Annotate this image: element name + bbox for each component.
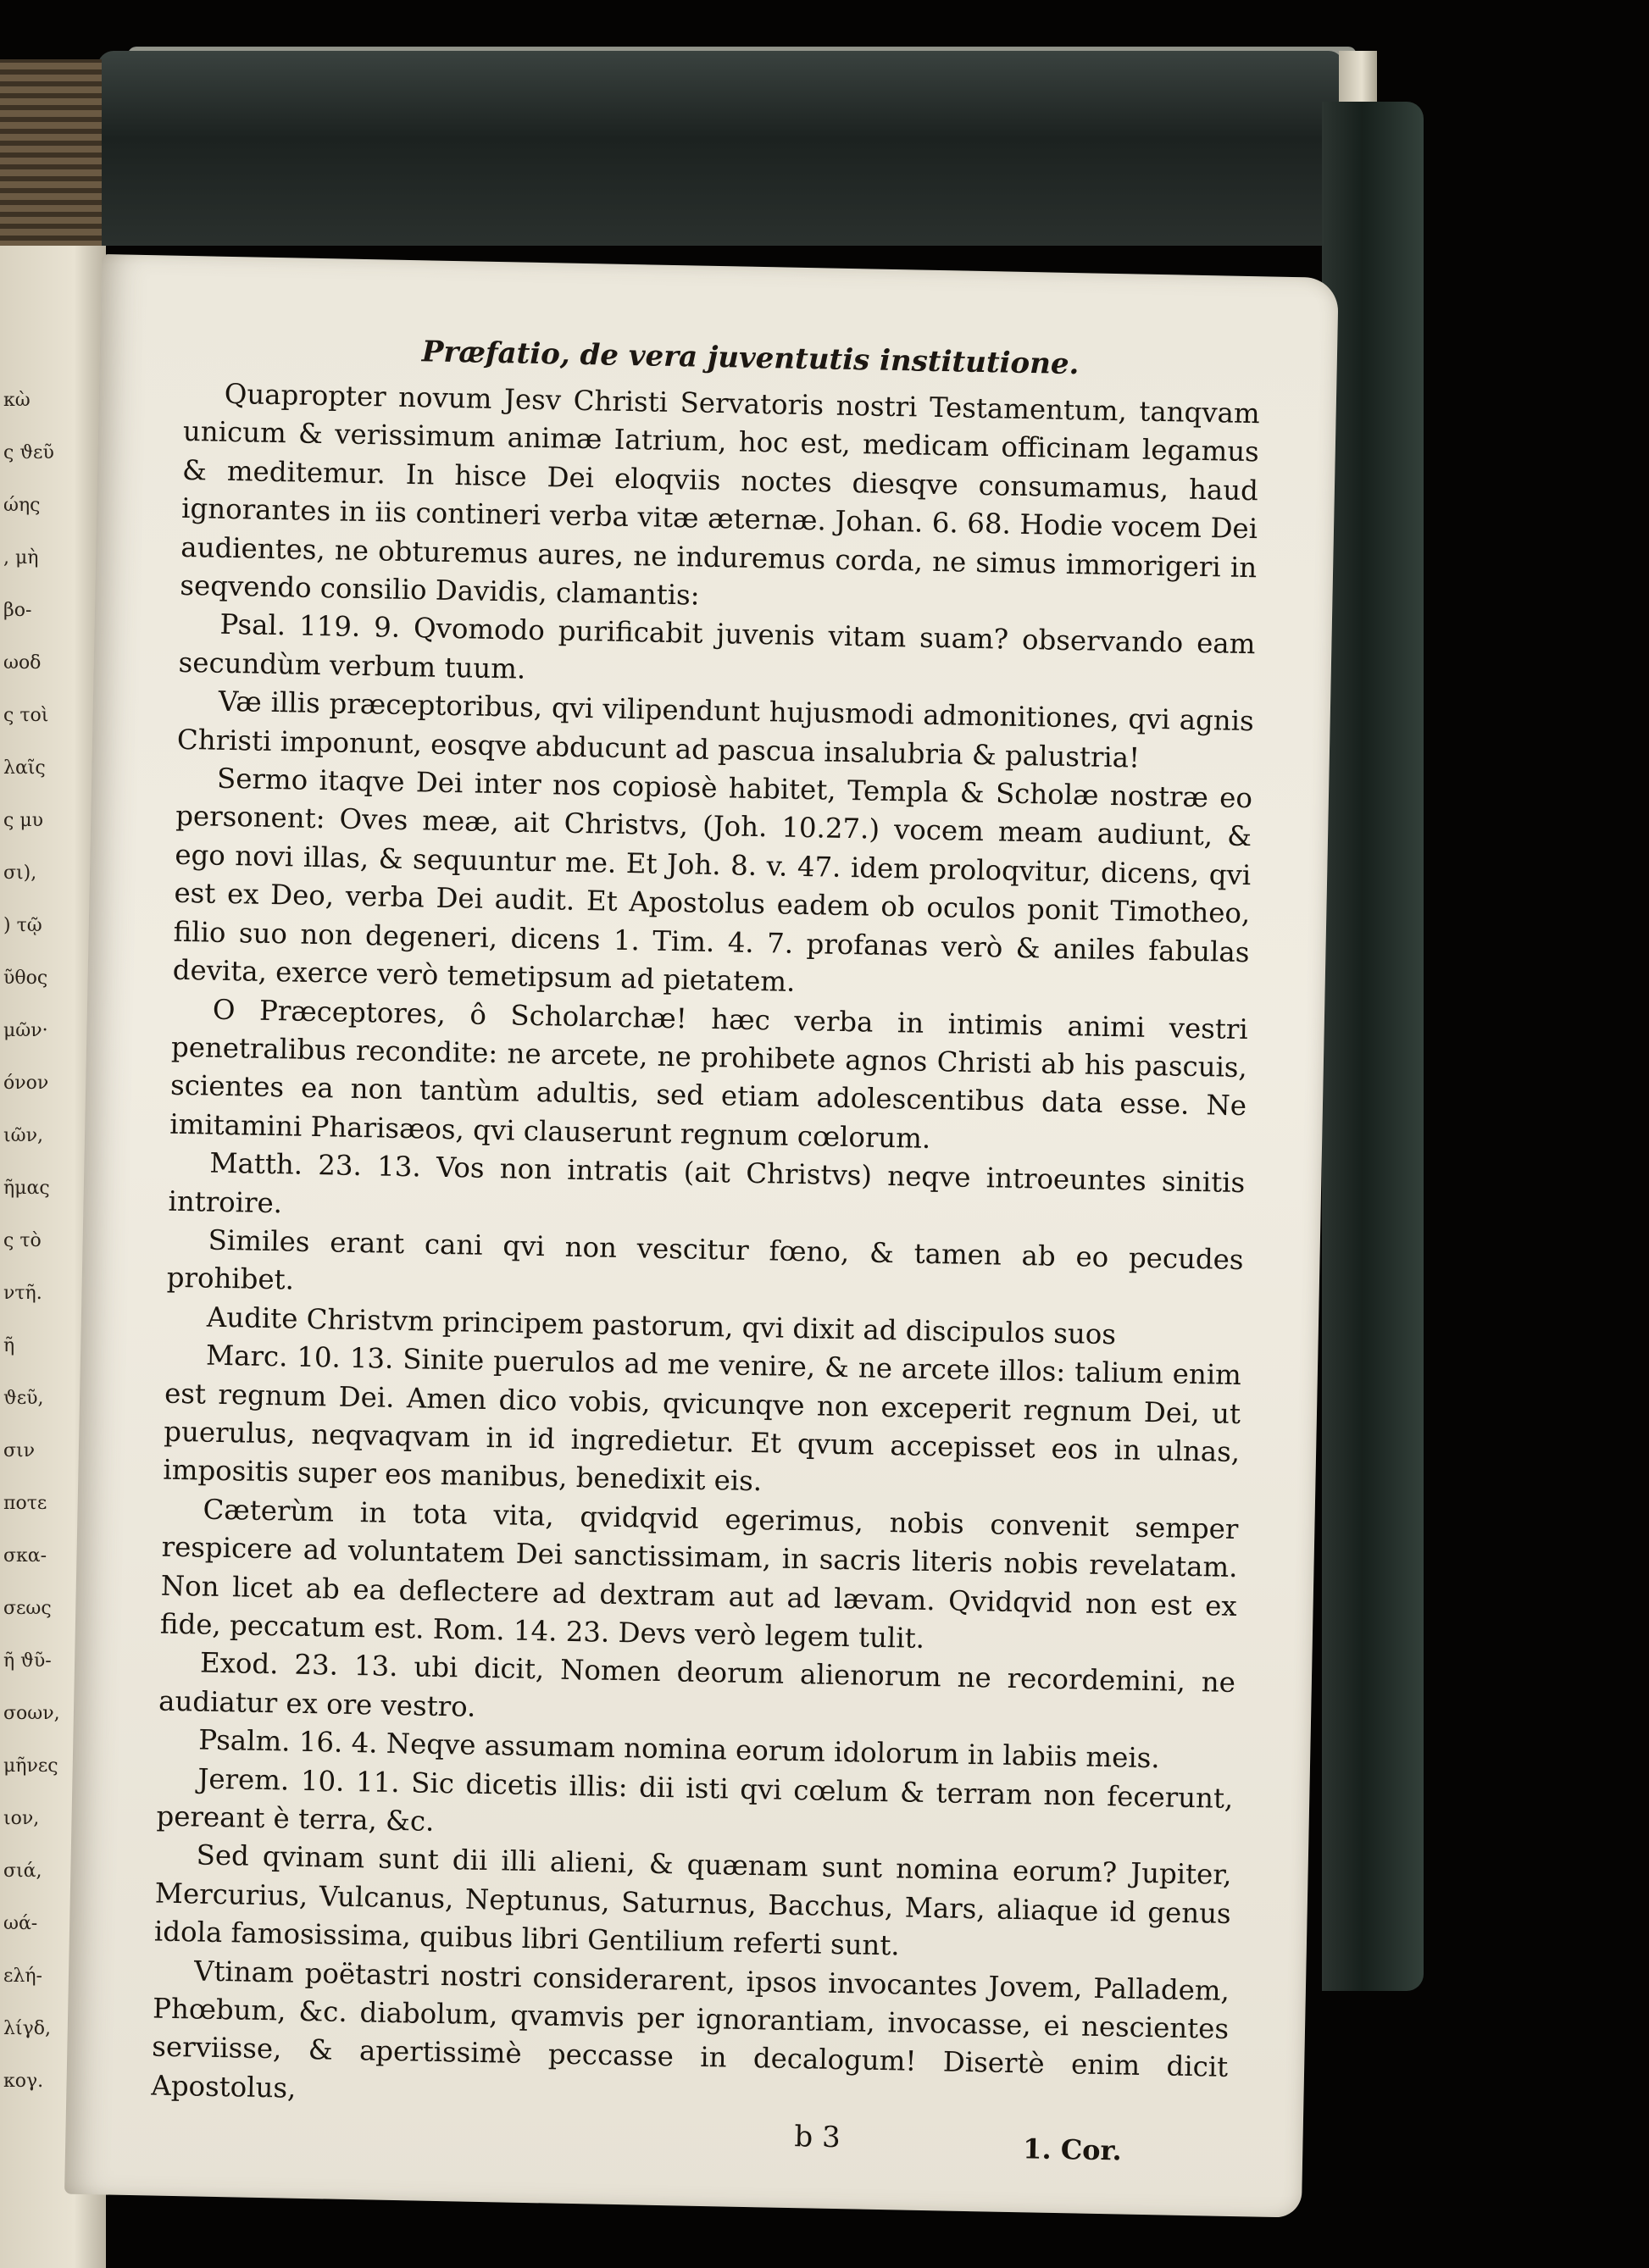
left-page-fragment: όνον bbox=[3, 1073, 49, 1094]
left-page-fragment: ῆ bbox=[3, 1335, 15, 1356]
left-page-fragment: μῶν· bbox=[3, 1020, 48, 1041]
left-page-fragment: κογ. bbox=[3, 2071, 44, 2092]
paragraph: O Præceptores, ô Scholarchæ! hæc verba in intimis animi vestri penetralibus recondite: ne arcete, ne prohibete agnos Christi ab his pascuis, scientes ea non tantùm adultis, sed etiam adolescentibus data esse. Ne imitamini Pharisæos, qvi clauserunt regnum cœlorum. bbox=[169, 993, 1249, 1155]
binding-thread bbox=[0, 59, 102, 271]
left-page-fragment: ωά- bbox=[3, 1913, 38, 1934]
right-page bbox=[64, 254, 1339, 2218]
left-page-fragment: σιά, bbox=[3, 1860, 42, 1882]
left-page-fragment: ωοδ bbox=[3, 652, 42, 674]
paragraph: Similes erant cani qvi non vescitur fœno, & tamen ab eo pecudes prohibet. bbox=[166, 1223, 1244, 1296]
paragraph: Exod. 23. 13. ubi dicit, Nomen deorum alienorum ne recordemini, ne audiatur ex ore vestro. bbox=[158, 1646, 1236, 1723]
left-page-fragment: λαῖς bbox=[3, 757, 46, 779]
left-page-fragment: σιν bbox=[3, 1440, 36, 1461]
signature-mark: b 3 bbox=[794, 2120, 841, 2155]
paragraph: Vtinam poëtastri nostri considerarent, ipsos invocantes Jovem, Palladem, Phœbum, &c. diabolum, qvamvis per ignorantiam, invocasse, ei nescientes serviisse, & apertissimè peccasse in decalogum! Disertè enim dicit Apostolus, bbox=[151, 1955, 1230, 2104]
left-page-fragment: σοων, bbox=[3, 1703, 60, 1724]
paragraph: Væ illis præceptoribus, qvi vilipendunt hujusmodi admonitiones, qvi agnis Christi imponunt, eosqve abducunt ad pascua insalubria & palustria! bbox=[176, 685, 1255, 774]
left-page-fragment: σι), bbox=[3, 862, 37, 884]
body-text bbox=[151, 374, 1260, 2126]
left-page-fragment: ς τοὶ bbox=[3, 705, 49, 726]
left-page-fragment: ιῶν, bbox=[3, 1125, 43, 1146]
paragraph: Psalm. 16. 4. Neqve assumam nomina eorum idolorum in labiis meis. bbox=[197, 1723, 1160, 1775]
paragraph: Matth. 23. 13. Vos non intratis (ait Christvs) neqve introeuntes sinitis introire. bbox=[168, 1146, 1246, 1219]
left-page-fragment: σκα- bbox=[3, 1545, 47, 1567]
left-page-fragment: λίγδ, bbox=[3, 2018, 51, 2039]
left-page-fragment: ῆ ϑῦ- bbox=[3, 1650, 52, 1672]
left-page-fragment: ) τῷ bbox=[3, 915, 42, 936]
paragraph: Sed qvinam sunt dii illi alieni, & quænam sunt nomina eorum? Jupiter, Mercurius, Vulcanus, Neptunus, Saturnus, Bacchus, Mars, aliaque id genus idola famosissima, quibus libri Gentilium referti sunt. bbox=[153, 1838, 1232, 1962]
paragraph: Marc. 10. 13. Sinite puerulos ad me venire, & ne arcete illos: talium enim est regnum Dei. Amen dico vobis, qvicunqve non exceperit regnum Dei, ut puerulus, neqvaqvam in id ingredietur. Et qvum accepisset eos in ulnas, impositis super eos manibus, benedixit eis. bbox=[163, 1339, 1242, 1498]
left-page-fragment: σεως bbox=[3, 1598, 52, 1619]
running-header: Præfatio, de vera juventutis institutione. bbox=[421, 335, 1080, 382]
paragraph: Sermo itaqve Dei inter nos copiosè habitet, Templa & Scholæ nostræ eo personent: Oves meæ, ait Christvs, (Joh. 10.27.) vocem meam audiunt, & ego novi illas, & sequuntur me. Et Joh. 8. v. 47. idem proloqvitur, dicens, qvi est ex Deo, verba Dei audit. Et Apostolus eadem ob oculos ponit Timotheo, filio suo non degeneri, dicens 1. Tim. 4. 7. profanas verò & aniles fabulas devita, exerce verò temetipsum ad pietatem. bbox=[172, 762, 1253, 998]
left-page-fragment: , μὴ bbox=[3, 547, 39, 568]
left-page-fragment: ώης bbox=[3, 495, 41, 516]
book-cover-top bbox=[88, 51, 1344, 246]
paragraph: Quapropter novum Jesv Christi Servatoris nostri Testamentum, tanqvam unicum & verissimum animæ Iatrium, hoc est, medicam officinam legamus & meditemur. In hisce Dei eloqviis noctes diesqve consumamus, haud ignorantes in iis contineri verba vitæ æternæ. Johan. 6. 68. Hodie vocem Dei audientes, ne obturemus aures, ne induremus corda, ne simus immorigeri in seqvendo consilio Davidis, clamantis: bbox=[180, 377, 1261, 612]
left-page-fragment: ῦθος bbox=[3, 968, 48, 989]
left-page-fragment: βο- bbox=[3, 600, 32, 621]
left-page-fragment: ς τὸ bbox=[3, 1230, 42, 1251]
left-page-fragment: μῆνες bbox=[3, 1755, 58, 1777]
left-page-fragment: ιον, bbox=[3, 1808, 40, 1829]
left-page-fragment: ελή- bbox=[3, 1966, 42, 1987]
left-page-fragment: ντῆ. bbox=[3, 1283, 42, 1304]
left-page-fragment: ς ϑεῦ bbox=[3, 442, 54, 463]
left-page-fragment: ϑεῦ, bbox=[3, 1388, 44, 1409]
left-page-fragment: ποτε bbox=[3, 1493, 47, 1514]
paragraph: Cæterùm in tota vita, qvidqvid egerimus, nobis convenit semper respicere ad voluntatem Dei sanctissimam, in sacris literis nobis revelatam. Non licet ab ea deflectere ad dextram aut ad lævam. Qvidqvid non est ex fide, peccatum est. Rom. 14. 23. Devs verò legem tulit. bbox=[159, 1493, 1239, 1655]
left-page-fragment: ῆμας bbox=[3, 1178, 50, 1199]
paragraph: Psal. 119. 9. Qvomodo purificabit juvenis vitam suam? observando eam secundùm verbum tuum. bbox=[178, 608, 1256, 685]
book-cover-side bbox=[1322, 102, 1424, 1991]
paragraph: Audite Christvm principem pastorum, qvi dixit ad discipulos suos bbox=[206, 1300, 1117, 1350]
catchword: 1. Cor. bbox=[1022, 2132, 1123, 2167]
left-page-fragment: κὼ bbox=[3, 390, 31, 411]
paragraph: Jerem. 10. 11. Sic dicetis illis: dii isti qvi cœlum & terram non fecerunt, pereant è terra, &c. bbox=[156, 1762, 1234, 1838]
left-page-fragment: ς μυ bbox=[3, 810, 43, 831]
